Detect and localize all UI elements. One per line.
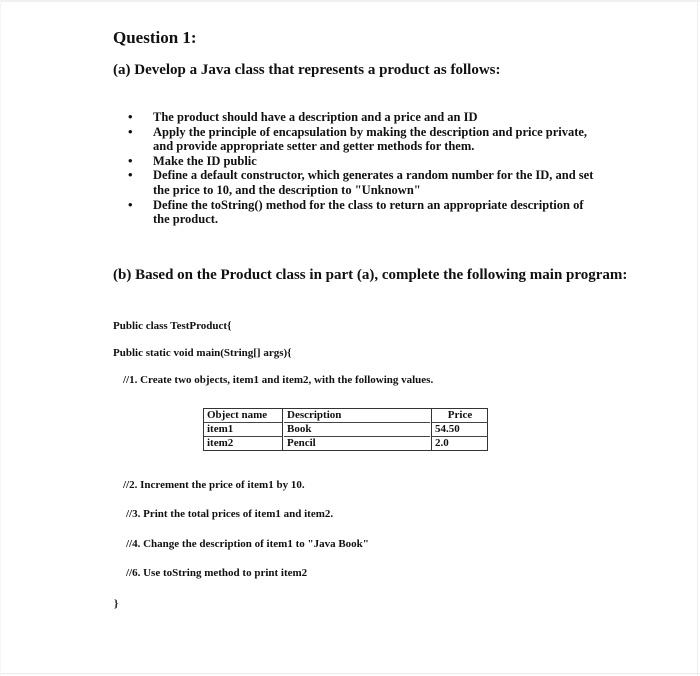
- list-item: • Define the toString() method for the class to return an appropriate description of the product.: [126, 198, 596, 227]
- main-declaration: Public static void main(String[] args){: [113, 347, 292, 359]
- table-cell: 2.0: [435, 437, 449, 449]
- step-2-comment: //2. Increment the price of item1 by 10.: [123, 479, 305, 491]
- closing-brace: }: [114, 598, 119, 610]
- class-declaration: Public class TestProduct{: [113, 320, 232, 332]
- table-cell: Pencil: [287, 437, 316, 449]
- table-header: Object name: [204, 409, 282, 423]
- table-cell: Book: [284, 423, 430, 437]
- values-table: [203, 408, 488, 451]
- price-column: [431, 409, 488, 450]
- table-cell: item1: [204, 423, 282, 437]
- question-title: Question 1:: [113, 28, 197, 47]
- step-6-comment: //6. Use toString method to print item2: [126, 567, 308, 579]
- page-border-right: [697, 0, 698, 676]
- table-header: Price: [432, 409, 488, 423]
- list-item: • Define a default constructor, which generates a random number for the ID, and set the price to 10, and the description to "Unknown": [126, 168, 596, 197]
- page-border-top: [0, 0, 700, 2]
- table-cell: item2: [207, 437, 234, 449]
- step-1-comment: //1. Create two objects, item1 and item2, with the following values.: [123, 374, 434, 386]
- step-4-comment: //4. Change the description of item1 to "Java Book": [126, 538, 369, 550]
- part-b-heading: (b) Based on the Product class in part (a), complete the following main program:: [113, 267, 628, 283]
- page-border-bottom: [0, 673, 700, 674]
- requirements-list: [126, 110, 596, 227]
- part-a-heading: (a) Develop a Java class that represents a product as follows:: [113, 62, 501, 78]
- page-border-left: [0, 0, 1, 676]
- step-3-comment: //3. Print the total prices of item1 and item2.: [126, 508, 334, 520]
- list-item: • Make the ID public: [126, 154, 596, 169]
- object-name-column: [204, 409, 283, 450]
- list-item: • The product should have a description and a price and an ID: [126, 110, 596, 125]
- table-cell: 54.50: [432, 423, 488, 437]
- table-header: Description: [284, 409, 430, 423]
- description-column: [284, 409, 430, 450]
- list-item: • Apply the principle of encapsulation by making the description and price private, and provide appropriate setter and getter methods for them.: [126, 125, 596, 154]
